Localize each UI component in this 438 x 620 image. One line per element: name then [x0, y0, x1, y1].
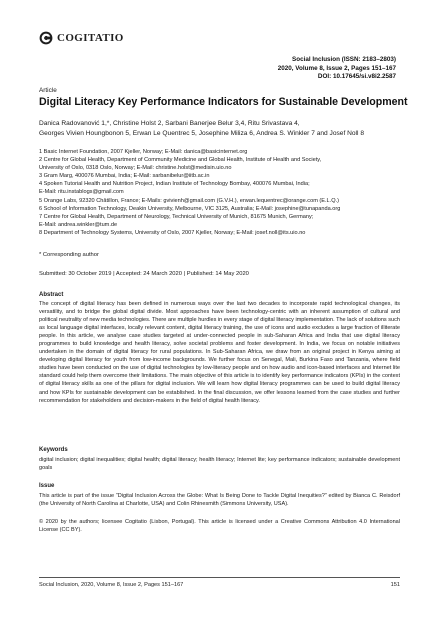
affiliation-line: 4 Spoken Tutorial Health and Nutrition Project, Indian Institute of Technology Bombay, 400076 Mumbai, India;	[39, 181, 310, 188]
affiliation-line: 2 Centre for Global Health, Department of Community Medicine and Global Health, Institute of Health and Society,	[39, 157, 322, 164]
article-title: Digital Literacy Key Performance Indicators for Sustainable Development	[39, 96, 408, 108]
journal-issn: Social Inclusion (ISSN: 2183–2803)	[292, 56, 396, 63]
author-line: Danica Radovanović 1,*, Christine Holst 2, Sarbani Banerjee Belur 3,4, Ritu Srivastava 4,	[39, 120, 300, 127]
publisher-name: COGITATIO	[57, 32, 124, 44]
journal-volume: 2020, Volume 8, Issue 2, Pages 151–167	[277, 64, 396, 72]
affiliation-line: 7 Centre for Global Health, Department of Neurology, Technical University of Munich, 81675 Munich, Germany;	[39, 213, 314, 220]
page-number: 151	[390, 582, 400, 588]
publisher-logo	[39, 31, 124, 45]
footer-citation: Social Inclusion, 2020, Volume 8, Issue 2, Pages 151–167	[39, 582, 184, 588]
article-doi[interactable]: DOI: 10.17645/si.v8i2.2587	[317, 73, 396, 81]
affiliation-line: University of Oslo, 0318 Oslo, Norway; E-Mail: christine.holst@medisin.uio.no	[39, 165, 232, 172]
affiliation-line: E-Mail: ritu.instablogs@gmail.com	[39, 189, 124, 196]
affiliations	[39, 148, 404, 237]
affiliation-line: 8 Department of Technology Systems, University of Oslo, 2007 Kjeller, Norway; E-Mail: josef.noll@its.uio.no	[39, 229, 306, 236]
affiliation-line: 1 Basic Internet Foundation, 2007 Kjeller, Norway; E-Mail: danica@basicinternet.org	[39, 149, 248, 155]
issue-heading: Issue	[39, 483, 55, 489]
abstract-heading: Abstract	[39, 292, 64, 298]
license-text: © 2020 by the authors; licensee Cogitatio (Lisbon, Portugal). This article is licensed under a Creative Commons Attribution 4.0 International License (CC BY).	[39, 519, 400, 534]
author-line: Georges Vivien Houngbonon 5, Erwan Le Quentrec 5, Josephine Miliza 6, Andrea S. Winkler 7 and Josef Noll 8	[39, 129, 364, 137]
keywords-text: digital inclusion; digital inequalities; digital health; digital literacy; health literacy; Internet lite; key performance indicators; sustainable development goals	[39, 457, 400, 472]
affiliation-line: 3 Gram Marg, 400076 Mumbai, India; E-Mail: sarbanibelur@iitb.ac.in	[39, 173, 210, 180]
abstract-text: The concept of digital literacy has been defined in numerous ways over the last two decades to incorporate rapid technological changes, its versatility, and to bridge the global digital divide. Most approaches have been technology-centric with an inherent assumption of cultural and political neutrality of new media technologies. There are multiple hurdles in every stage of digital literacy implementation. The lack of solutions such as local language digital interfaces, locally relevant content, digital literacy training, the use of icons and audio excludes a large fraction of illiterate people. In this article, we analyse case studies targeted at under-connected people in sub-Saharan Africa and India that use digital literacy programmes to build knowledge and health literacy, solve societal problems and foster development. In India, we focus on notable initiatives undertaken in the domain of digital literacy for rural populations. In Sub-Saharan Africa, we draw from an original project in Kenya aiming at developing digital literacy for youth from low-income backgrounds. We further focus on Senegal, Mali, Burkina Faso and Tanzania, where field studies have been conducted on the use of digital technologies by low-literacy people and on how audio and icon-based interfaces and Internet lite standard could help them overcome their limitations. The main objective of this article is to identify key performance indicators (KPIs) in the context of digital literacy skills as one of the pillars for digital inclusion. We will learn how digital literacy programmes can be used to build digital literacy and how KPIs for sustainable development can be established. In the final discussion, we offer lessons learned from the case studies and further recommendation for stakeholders and decision-makers in the field of digital health literacy.	[39, 301, 400, 404]
submission-dates: Submitted: 30 October 2019 | Accepted: 24 March 2020 | Published: 14 May 2020	[39, 271, 249, 277]
affiliation-line: E-Mail: andrea.winkler@tum.de	[39, 221, 118, 228]
journal-info	[278, 56, 396, 82]
issue-text: This article is part of the issue “Digital Inclusion Across the Globe: What Is Being Done to Tackle Digital Inequities?” edited by Bianca C. Reisdorf (the University of North Carolina at Charlotte, USA) and Colin Rhinesmith (Simmons University, USA).	[39, 493, 400, 508]
affiliation-line: 5 Orange Labs, 92320 Châtillon, France; E-Mails: gvivienh@gmail.com (G.V.H.), erwan.lequentrec@orange.com (E.L.Q.)	[39, 197, 339, 204]
cogitatio-logo-icon	[39, 31, 53, 45]
footer-divider	[39, 577, 400, 578]
author-list	[39, 119, 399, 138]
keywords-heading: Keywords	[39, 447, 68, 453]
affiliation-line: 6 School of Information Technology, Deakin University, Melbourne, VIC 3125, Australia; E-Mail: josephine@tunapanda.org	[39, 205, 341, 212]
corresponding-author-note: * Corresponding author	[39, 252, 99, 258]
article-type: Article	[39, 87, 57, 94]
